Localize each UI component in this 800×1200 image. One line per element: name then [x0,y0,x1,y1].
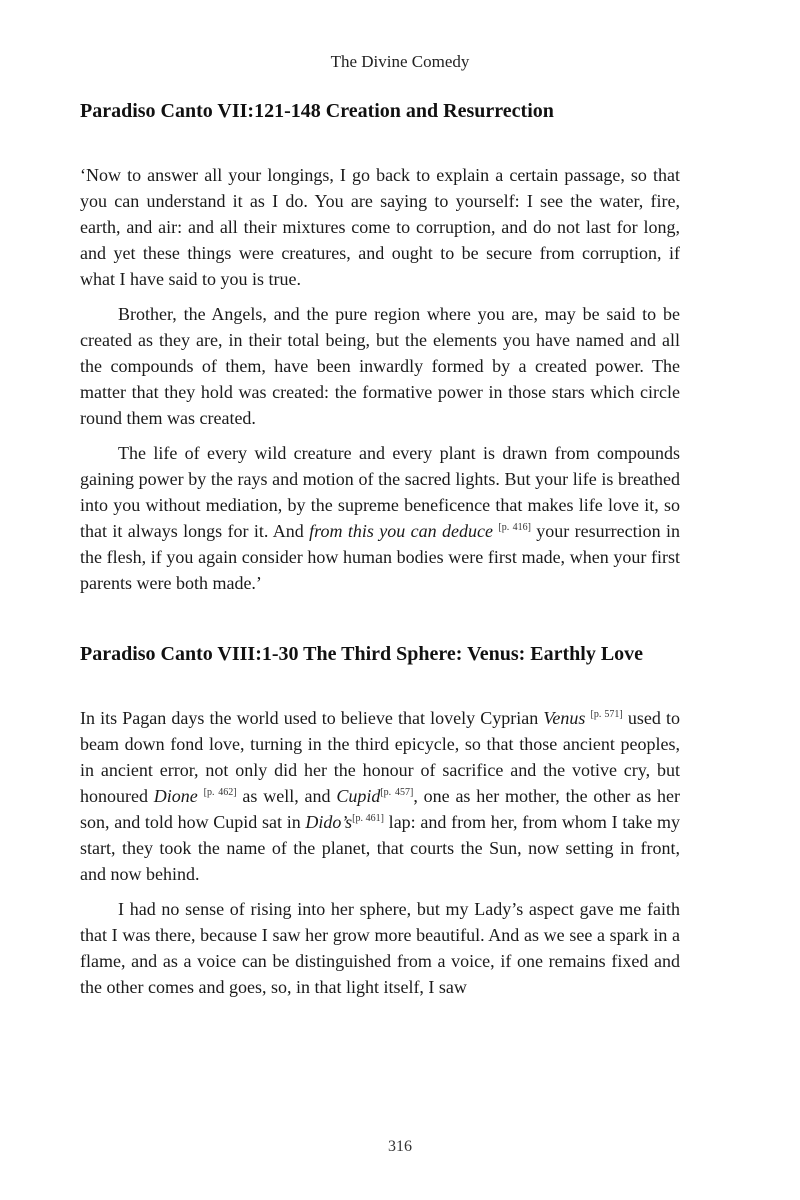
italic-name-dido: Dido’s [305,812,353,832]
italic-phrase: from this you can deduce [309,521,493,541]
italic-name-cupid: Cupid [336,786,381,806]
italic-name-dione: Dione [153,786,198,806]
text-run: lap: and from her, from whom I take my start, they took the name of the planet, that courts the Sun, now setting in front, and now behind. [80,812,681,884]
text-run: , one as her mother, the other as her son, and told how Cupid sat in [80,786,681,832]
italic-name-venus: Venus [543,708,586,728]
paragraph: ‘Now to answer all your longings, I go back to explain a certain passage, so that you can understand it as I do. You are saying to yourself: I see the water, fire, earth, and air: and all their mixtures come to corruption, and do not last for long, and yet these things were creatures, and ought to be secure from corruption, if what I have said to you is true. [80,165,680,289]
section-title: Paradiso Canto VII:121-148 Creation and Resurrection [80,100,554,122]
text-run: The life of every wild creature and every plant is drawn from compounds gaining power by the rays and motion of the sacred lights. But your life is breathed into you without mediation, by the supreme beneficence that makes life love it, so that it always longs for it. And [80,443,680,541]
paragraph [80,440,680,596]
page-reference[interactable]: [p. 457] [380,787,414,798]
page-reference[interactable]: [p. 571] [590,709,623,720]
text-run: In its Pagan days the world used to believe that lovely Cyprian [80,708,544,728]
text-run: your resurrection in the flesh, if you again consider how human bodies were first made, when your first parents were both made.’ [80,521,681,593]
section-title: Paradiso Canto VIII:1-30 The Third Sphere: Venus: Earthly Love [80,643,644,665]
page-number: 316 [388,1138,412,1155]
page-reference[interactable]: [p. 416] [498,522,531,533]
text-run: used to beam down fond love, turning in the third epicycle, so that those ancient peoples, in ancient error, not only did her the honour of sacrifice and the votive cry, but honoured [80,708,681,806]
text-run: as well, and [236,786,337,806]
paragraph: Brother, the Angels, and the pure region where you are, may be said to be created as they are, in their total being, but the elements you have named and all the compounds of them, have been inwardly formed by a created power. The matter that they hold was created: the formative power in those stars which circle round them was created. [80,304,680,428]
page-body [80,98,680,1009]
page-reference[interactable]: [p. 462] [203,787,237,798]
paragraph: I had no sense of rising into her sphere, but my Lady’s aspect gave me faith that I was there, because I saw her grow more beautiful. And as we see a spark in a flame, and as a voice can be distinguished from a voice, if one remains fixed and the other comes and goes, so, in that light itself, I saw [80,899,680,997]
running-head: The Divine Comedy [330,52,470,71]
page-reference[interactable]: [p. 461] [352,813,384,824]
paragraph [80,705,680,887]
